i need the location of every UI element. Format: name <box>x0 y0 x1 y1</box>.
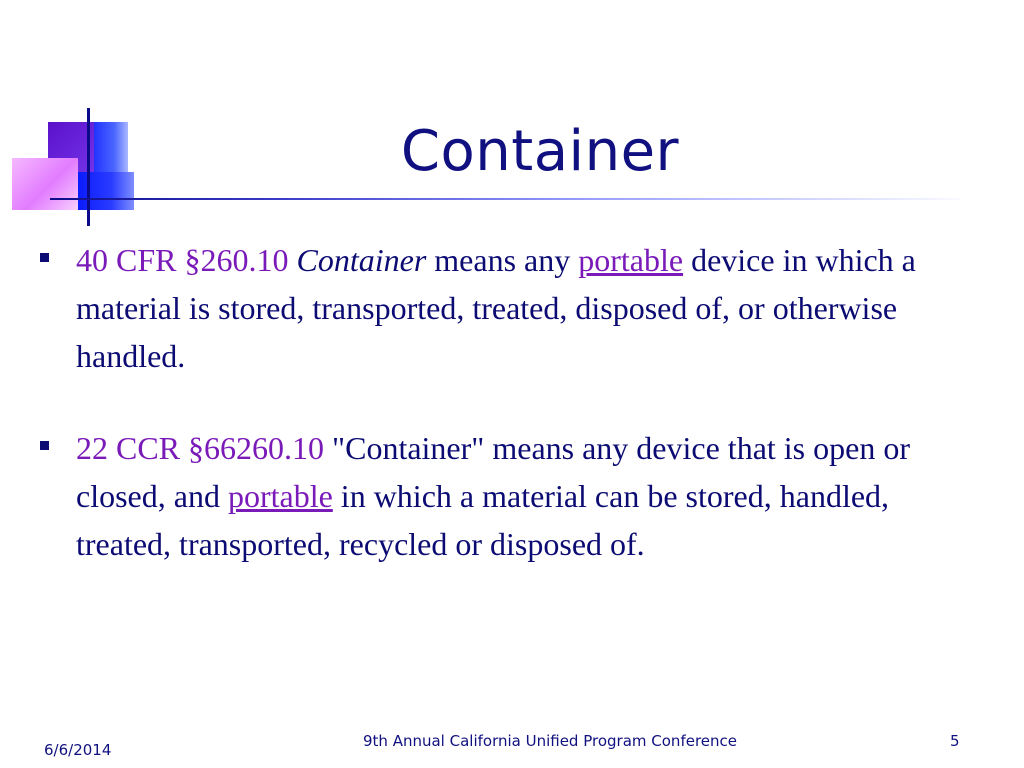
portable-link[interactable]: portable <box>578 242 684 278</box>
defined-term: Container <box>296 242 427 278</box>
square-bullet-icon <box>40 253 49 262</box>
title-underline-rule <box>50 198 960 200</box>
regulation-reference: 40 CFR §260.10 <box>76 242 289 278</box>
pink-square-decoration <box>12 158 78 210</box>
portable-link[interactable]: portable <box>227 478 333 514</box>
definition-text: "Container" means any device that is open or closed, and <box>76 430 910 514</box>
definition-text: means any <box>426 242 579 278</box>
slide-number: 5 <box>950 732 960 750</box>
vertical-rule <box>87 108 90 226</box>
definition-text: in which a material can be stored, handled, treated, transported, recycled or disposed of. <box>76 478 890 562</box>
corner-decoration <box>0 0 160 240</box>
blue-square-decoration-top <box>94 122 128 174</box>
bullet-list <box>36 236 966 568</box>
definition-text: device in which a material is stored, transported, treated, disposed of, or otherwise handled. <box>76 242 916 374</box>
slide-title: Container <box>400 119 680 184</box>
bullet-item-cfr <box>36 236 966 380</box>
bullet-item-ccr <box>36 424 966 568</box>
square-bullet-icon <box>40 441 49 450</box>
footer-conference-name: 9th Annual California Unified Program Conference <box>363 732 737 750</box>
regulation-reference: 22 CCR §66260.10 <box>76 430 325 466</box>
footer-date: 6/6/2014 <box>44 741 112 759</box>
